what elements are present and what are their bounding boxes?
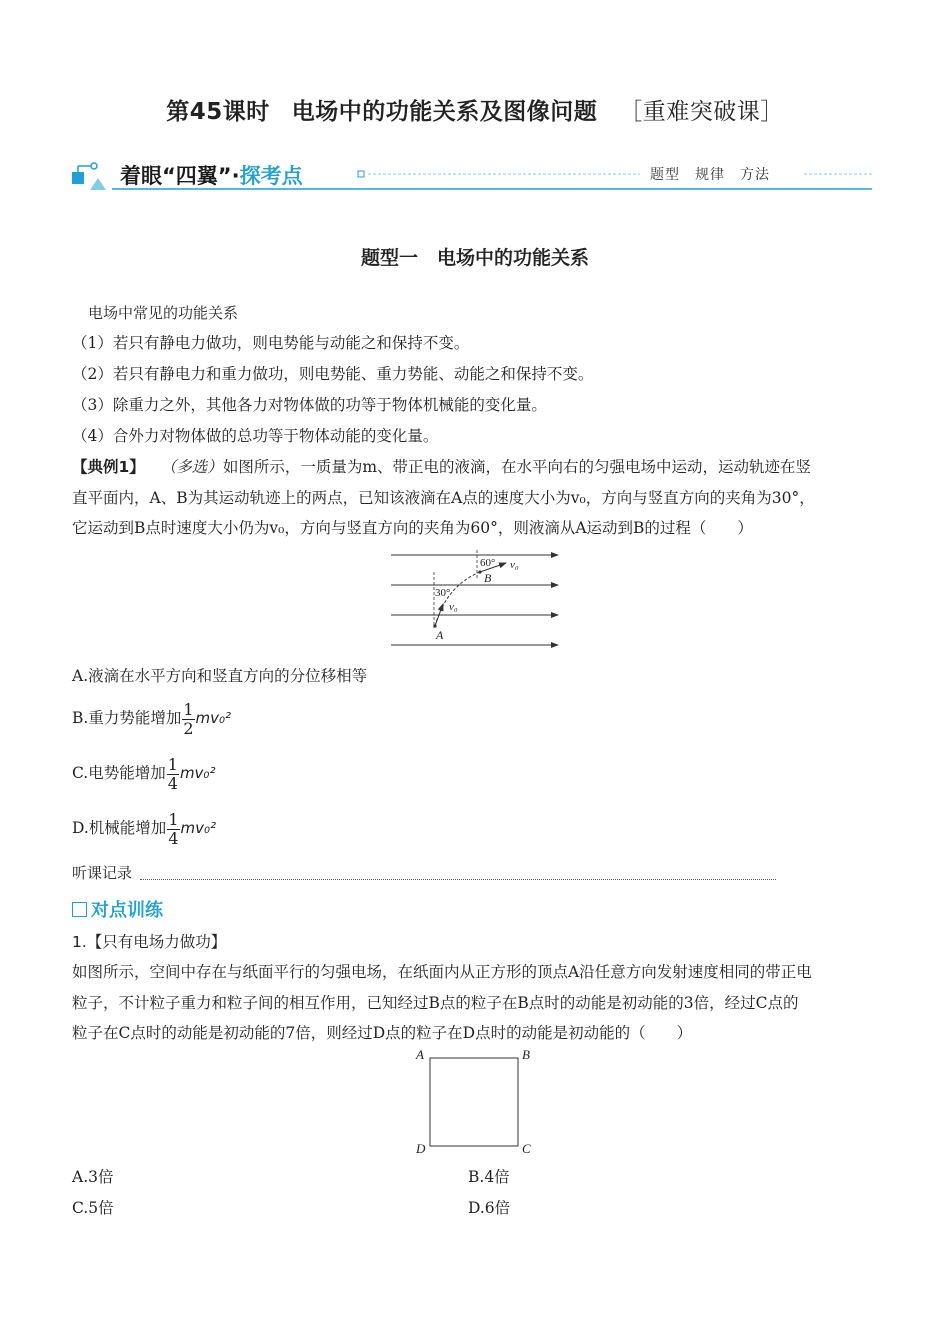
option-c-fraction: $\frac{1}{4}$: [167, 754, 178, 793]
question-1-line-2: 粒子，不计粒子重力和粒子间的相互作用，已知经过B点的粒子在B点时的动能是初动能的3倍，经过C点的: [72, 994, 799, 1012]
question-1-option-b: B.4倍: [468, 1168, 510, 1186]
question-1-line-1: 如图所示，空间中存在与纸面平行的匀强电场，在纸面内从正方形的顶点A沿任意方向发射速度相同的带正电: [72, 963, 812, 981]
notes-label: 听课记录: [72, 864, 133, 882]
example-1-label: 【典例1】: [72, 458, 145, 476]
training-heading: [72, 896, 163, 922]
example-1-option-b: [72, 698, 231, 738]
question-1-option-a: A.3倍: [72, 1168, 114, 1186]
option-c-label: C.电势能增加: [72, 764, 166, 782]
knowledge-heading: 电场中常见的功能关系: [88, 304, 239, 322]
page-title: [0, 93, 950, 126]
example-1-line-3: 它运动到B点时速度大小仍为v₀，方向与竖直方向的夹角为60°，则液滴从A运动到B的过程（ ）: [72, 519, 753, 537]
notes-line: [140, 879, 776, 880]
vertex-a-label: A: [416, 1047, 424, 1062]
example-1-option-c: [72, 753, 215, 793]
knowledge-item-1: （1）若只有静电力做功，则电势能与动能之和保持不变。: [72, 334, 470, 352]
lesson-number: 第45课时: [166, 99, 270, 125]
angle-b-label: 60°: [480, 557, 496, 569]
example-1-option-a: A.液滴在水平方向和竖直方向的分位移相等: [72, 667, 368, 685]
trajectory-figure: [388, 548, 563, 650]
vertex-b-label: B: [522, 1047, 530, 1062]
banner-heading: [120, 160, 303, 190]
lesson-topic: 电场中的功能关系及图像问题: [291, 99, 598, 125]
example-1-tag: （多选）: [160, 458, 223, 476]
lesson-type: ［重难突破课］: [619, 99, 784, 125]
example-1-text-1: 如图所示，一质量为m、带正电的液滴，在水平向右的匀强电场中运动，运动轨迹在竖: [222, 458, 812, 476]
example-1-line-1: [72, 457, 811, 477]
option-d-mv: mv₀²: [180, 819, 217, 837]
angle-a-label: 30°: [435, 587, 451, 599]
v0-a-label: v₀: [449, 601, 458, 613]
square-diagram: [412, 1046, 537, 1158]
checkbox-square-icon: [72, 902, 87, 917]
banner-tags: 题型 规律 方法: [650, 167, 770, 183]
question-1-label: 1.【只有电场力做功】: [72, 933, 227, 951]
option-d-label: D.机械能增加: [72, 819, 167, 837]
example-1-option-d: [72, 808, 216, 848]
knowledge-item-2: （2）若只有静电力和重力做功，则电势能、重力势能、动能之和保持不变。: [72, 365, 594, 383]
option-b-fraction: $\frac{1}{2}$: [183, 699, 194, 738]
option-b-label: B.重力势能增加: [72, 709, 182, 727]
field-diagram: [388, 548, 563, 650]
banner-heading-highlight: 探考点: [239, 164, 303, 188]
square-figure: [412, 1046, 537, 1158]
point-a-label: A: [436, 628, 444, 642]
option-d-fraction: $\frac{1}{4}$: [168, 809, 179, 848]
square-shape: [430, 1058, 518, 1146]
section-banner: [72, 158, 872, 192]
banner-heading-prefix: 着眼“四翼”·: [120, 164, 240, 188]
knowledge-item-4: （4）合外力对物体做的总功等于物体动能的变化量。: [72, 427, 439, 445]
question-1-option-d: D.6倍: [468, 1199, 511, 1217]
vertex-c-label: C: [522, 1141, 531, 1156]
v0-b-label: v₀: [510, 559, 519, 571]
section-title: 题型一 电场中的功能关系: [360, 247, 589, 269]
point-b-label: B: [484, 571, 492, 585]
training-heading-text: 对点训练: [91, 900, 163, 921]
knowledge-item-3: （3）除重力之外，其他各力对物体做的功等于物体机械能的变化量。: [72, 396, 547, 414]
option-c-mv: mv₀²: [179, 764, 216, 782]
option-b-mv: mv₀²: [195, 709, 232, 727]
question-1-line-3: 粒子在C点时的动能是初动能的7倍，则经过D点的粒子在D点时的动能是初动能的（ ）: [72, 1024, 693, 1042]
vertex-d-label: D: [416, 1141, 426, 1156]
trajectory-curve: [435, 572, 480, 626]
example-1-line-2: 直平面内，A、B为其运动轨迹上的两点，已知该液滴在A点的速度大小为v₀，方向与竖直方向的夹角为30°，: [72, 489, 815, 507]
question-1-option-c: C.5倍: [72, 1199, 114, 1217]
